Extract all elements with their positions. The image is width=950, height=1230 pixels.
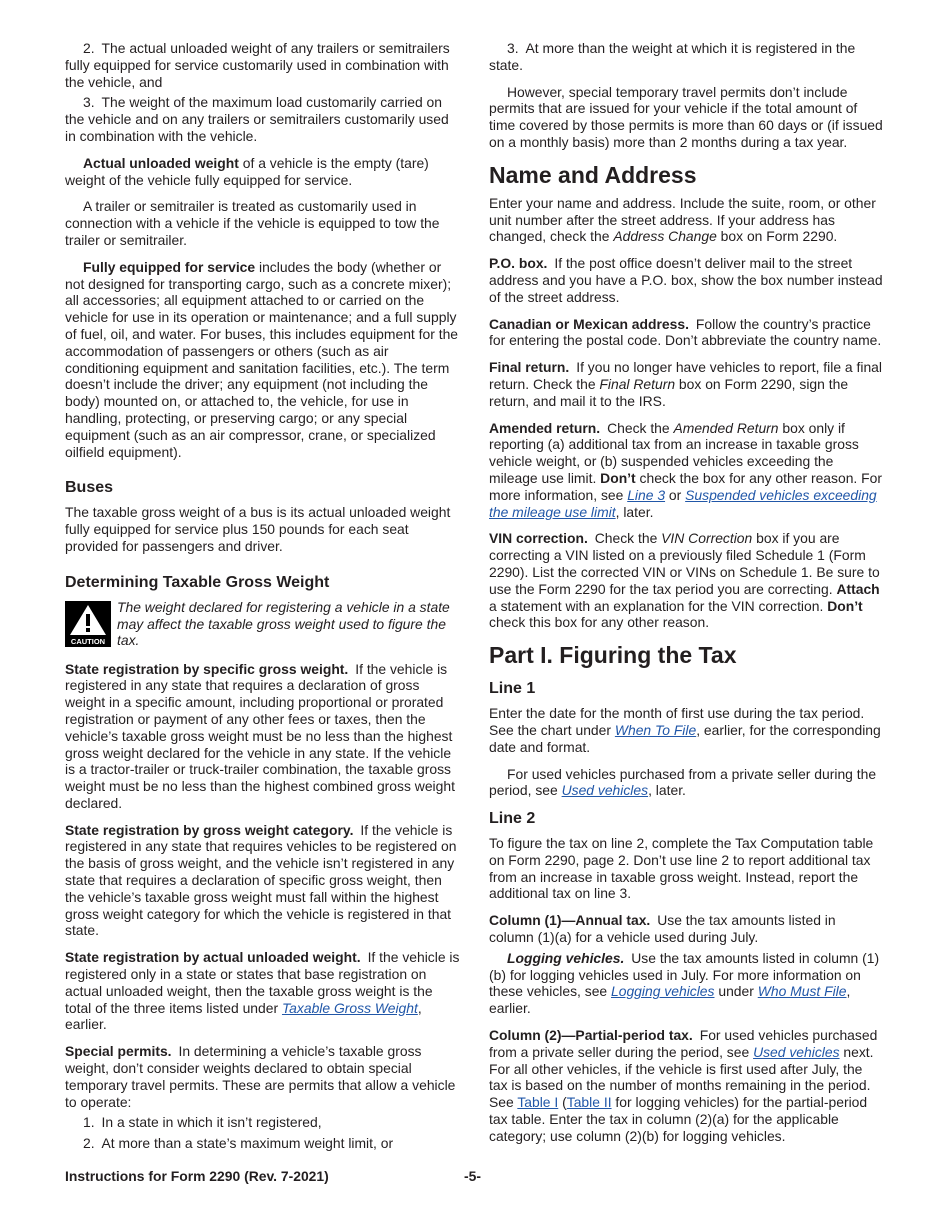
final-return-para: Final return. If you no longer have vehicles to report, file a final return. Check the Final Return box on Form 2290, sign the return, and mail it to the IRS. (489, 359, 882, 409)
term: State registration by gross weight category. (65, 821, 354, 838)
right-column (489, 40, 884, 1155)
vin-correction-para: VIN correction. Check the VIN Correction box if you are correcting a VIN listed on a previously filed Schedule 1 (Form 2290). List the corrected VIN or VINs on Schedule 1. Be sure to use the Form 2290 for the tax period you are correcting. Attach a statement with an explanation for the VIN correction. Don’t check this box for any other reason. (489, 530, 880, 631)
term: Column (2)—Partial-period tax. (489, 1027, 693, 1044)
however-para: However, special temporary travel permits don’t include permits that are issued for your vehicle if the total amount of time covered by those permits is more than 60 days or (if issued on a monthly basis) more than 2 months during a tax year. (489, 83, 883, 150)
permit-list (65, 1114, 460, 1152)
caution-note (65, 599, 460, 651)
used-vehicles-link[interactable]: Used vehicles (561, 782, 649, 799)
state-actual-para: State registration by actual unloaded weight. If the vehicle is registered only in a state or states that base registration on actual unloaded weight, then the taxable gross weight is the total of the three items listed under Taxable Gross Weight, earlier. (65, 949, 460, 1033)
taxable-gross-weight-link[interactable]: Taxable Gross Weight (281, 999, 418, 1016)
line1-para: Enter the date for the month of first use during the tax period. See the chart under When To File, earlier, for the corresponding date and format. (489, 705, 881, 755)
term: P.O. box. (489, 255, 548, 272)
part1-heading: Part I. Figuring the Tax (489, 642, 737, 669)
line1-used-para: For used vehicles purchased from a private seller during the period, see Used vehicles, later. (489, 765, 877, 799)
column2-para: Column (2)—Partial-period tax. For used vehicles purchased from a private seller during the period, see Used vehicles next. For all other vehicles, if the vehicle is first used after July, the tax is based on the number of months remaining in the period. See Table I (Table II for logging vehicles) for the partial-period tax table. Enter the tax in column (2)(a) for the applicable category; use column (2)(b) for logging vehicles. (489, 1027, 878, 1144)
term: State registration by specific gross weight. (65, 660, 349, 677)
list-item: 3. At more than the weight at which it is registered in the state. (489, 40, 856, 73)
term: Special permits. (65, 1043, 172, 1060)
name-address-para: Enter your name and address. Include the suite, room, or other unit number after the street address. If your address has changed, check the Address Change box on Form 2290. (489, 194, 876, 245)
term: Final return. (489, 359, 570, 376)
fully-equipped-para: Fully equipped for service includes the body (whether or not designed for transporting cargo, such as a concrete mixer); all accessories; all equipment attached to or carried on the vehicle for use in its operation or maintenance; and a full supply of fuel, oil, and water. For buses, this includes equipment for the accommodation of passengers or others (such as air conditioning equipment and sanitation facilities, etc.). The term doesn’t include the driver; any equipment (not including the body) mounted on, or attached to, the vehicle, for use in handling, protecting, or preserving cargo; or any special equipment (such as an air compressor, crane, or specialized oilfield equipment). (65, 258, 459, 460)
special-permits-para: Special permits. In determining a vehicle’s taxable gross weight, don’t consider weights declared to obtain special temporary travel permits. These are permits that allow a vehicle to operate: (65, 1043, 456, 1110)
used-vehicles-link[interactable]: Used vehicles (753, 1043, 840, 1060)
list-item: 2. At more than a state’s maximum weight limit, or (83, 1135, 394, 1152)
canadian-para: Canadian or Mexican address. Follow the country’s practice for entering the postal code. Don’t abbreviate the country name. (489, 315, 882, 349)
determining-heading: Determining Taxable Gross Weight (65, 573, 330, 591)
line2-heading: Line 2 (489, 810, 536, 828)
left-column (65, 40, 460, 1156)
table-2-link[interactable]: Table II (566, 1094, 612, 1111)
term: Canadian or Mexican address. (489, 315, 689, 332)
term: Fully equipped for service (83, 258, 256, 275)
caution-text: The weight declared for registering a vehicle in a state may affect the taxable gross weight used to figure the tax. (117, 598, 450, 649)
amended-return-para: Amended return. Check the Amended Return box only if reporting (a) additional tax from an increase in taxable gross vehicle weight, or (b) suspended vehicles exceeding the mileage use limit. Don’t check the box for any other reason. For more information, see Line 3 or Suspended vehicles exceeding the mileage use limit, later. (489, 419, 882, 520)
caution-icon (65, 601, 111, 651)
trailer-para: A trailer or semitrailer is treated as customarily used in connection with a vehicle if the vehicle is equipped to tow the trailer or semitrailer. (65, 198, 440, 248)
svg-text:CAUTION: CAUTION (70, 636, 106, 646)
term: VIN correction. (489, 530, 588, 547)
footer-form-title: Instructions for Form 2290 (Rev. 7-2021) (65, 1168, 329, 1184)
column1-para: Column (1)—Annual tax. Use the tax amounts listed in column (1)(a) for a vehicle used during July. (489, 912, 836, 946)
line1-heading: Line 1 (489, 680, 536, 698)
actual-unloaded-weight-para: Actual unloaded weight of a vehicle is the empty (tare) weight of the vehicle fully equipped for service. (65, 154, 429, 188)
suspended-vehicles-link[interactable]: Suspended vehicles exceeding the mileage use limit (489, 486, 877, 520)
list-item: 2. The actual unloaded weight of any trailers or semitrailers fully equipped for service customarily used in combination with the vehicle, and (65, 40, 450, 90)
state-specific-para: State registration by specific gross weight. If the vehicle is registered in any state that requires a declaration of gross weight in a specific amount, including proportional or prorated registration or payment of any other fees or taxes, then the vehicle’s taxable gross weight must be no less than the highest gross weight declared for the vehicle in any state. If the vehicle is a tractor-trailer or truck-trailer combination, the taxable gross weight must be no less than the highest combined gross weight declared. (65, 660, 455, 811)
line-3-link[interactable]: Line 3 (627, 486, 666, 503)
footer-page-number: -5- (464, 1168, 481, 1184)
buses-para: The taxable gross weight of a bus is its actual unloaded weight fully equipped for service plus 150 pounds for each seat provided for passengers and driver. (65, 504, 451, 554)
state-category-para: State registration by gross weight category. If the vehicle is registered in any state that requires vehicles to be registered on the basis of gross weight, and the vehicle isn’t registered in any state that requires a declaration of specific gross weight, then the vehicle’s taxable gross weight must fall within the highest gross weight category for which the vehicle is registered in that state. (65, 821, 457, 939)
term: Logging vehicles. (507, 949, 625, 966)
when-to-file-link[interactable]: When To File (614, 721, 697, 738)
line2-para: To figure the tax on line 2, complete the Tax Computation table on Form 2290, page 2. Don’t use line 2 to report additional tax from an increase in taxable gross weight. Instead, report the additional tax on line 3. (489, 835, 874, 902)
buses-heading: Buses (65, 479, 114, 497)
term: Column (1)—Annual tax. (489, 912, 651, 929)
list-item: 3. The weight of the maximum load customarily carried on the vehicle and on any trailers or semitrailers customarily used in combination with the vehicle. (65, 94, 449, 144)
logging-vehicles-link[interactable]: Logging vehicles (611, 983, 715, 1000)
term: Amended return. (489, 419, 601, 436)
who-must-file-link[interactable]: Who Must File (757, 983, 847, 1000)
po-box-para: P.O. box. If the post office doesn’t deliver mail to the street address and you have a P.O. box, show the box number instead of the street address. (489, 255, 883, 305)
table-1-link[interactable]: Table I (517, 1094, 559, 1111)
logging-para: Logging vehicles. Use the tax amounts listed in column (1)(b) for logging vehicles used in July. For more information on these vehicles, see Logging vehicles under Who Must File, earlier. (489, 949, 880, 1017)
name-address-heading: Name and Address (489, 161, 697, 188)
term: Actual unloaded weight (83, 154, 239, 171)
list-item: 1. In a state in which it isn’t registered, (83, 1114, 322, 1131)
term: State registration by actual unloaded weight. (65, 949, 361, 966)
